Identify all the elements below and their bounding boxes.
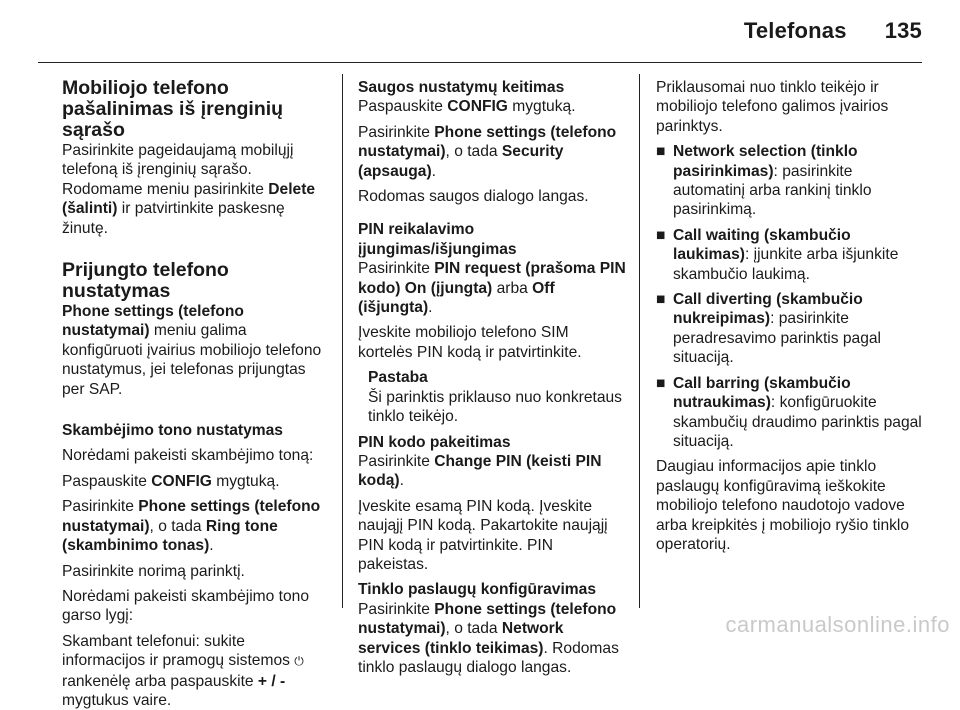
header-rule [38,62,922,63]
list-item: ■ Network selection (tinklo pasirinkimas): pasirinkite automatinį arba rankinį tinklo pasirinkimą. [656,143,872,219]
network-options-list [656,142,928,451]
paragraph: Įveskite esamą PIN kodą. Įveskite naująjį PIN kodą. Pakartokite naująjį PIN kodą ir patvirtinkite. PIN pakeistas. [358,497,608,573]
bullet-square-icon: ■ [656,291,666,309]
list-item: ■ Call diverting (skambučio nukreipimas): pasirinkite peradresavimo parinktis pagal situaciją. [656,291,882,367]
paragraph: Phone settings (telefono nustatymai) meniu galima konfigūruoti įvairius mobiliojo telefono nustatymus, jei telefonas prijungtas per SAP. [62,303,322,398]
page-title: Telefonas [743,18,847,43]
paragraph: Pasirinkite Change PIN (keisti PIN kodą). [358,452,602,490]
watermark: carmanualsonline.info [725,612,950,637]
paragraph: Pasirinkite Phone settings (telefono nustatymai), o tada Security (apsauga). [358,123,617,180]
paragraph: Rodomame meniu pasirinkite Delete (šalinti) ir patvirtinkite paskesnę žinutę. [62,180,316,237]
heading-change-pin: PIN kodo pakeitimas [358,433,511,451]
list-item: ■ Call waiting (skambučio laukimas): įjunkite arba išjunkite skambučio laukimą. [656,226,899,283]
column-1 [62,78,324,710]
paragraph: Pasirinkite norimą parinktį. [62,562,245,580]
column-2 [358,78,626,677]
column-3 [656,78,928,554]
paragraph: Įveskite mobiliojo telefono SIM kortelės PIN kodą ir patvirtinkite. [358,324,582,361]
paragraph: Skambant telefonui: sukite informacijos ir pramogų sistemos ⏻ rankenėlę arba paspauskite + / - mygtukus vaire. [62,632,304,709]
paragraph: Paspauskite CONFIG mygtuką. [62,472,280,490]
paragraph: Norėdami pakeisti skambėjimo toną: [62,447,314,465]
column-divider-1 [342,74,343,608]
bullet-square-icon: ■ [656,226,666,244]
paragraph: Pasirinkite PIN request (prašoma PIN kodo) On (įjungta) arba Off (išjungta). [358,260,626,317]
paragraph: Pasirinkite Phone settings (telefono nustatymai), o tada Network services (tinklo teikimas). Rodomas tinklo paslaugų dialogo langas. [358,600,619,676]
heading-connected-phone-settings: Prijungto telefono nustatymas [62,259,229,303]
page-number: 135 [884,18,922,43]
heading-security: Saugos nustatymų keitimas [358,79,565,96]
paragraph: Daugiau informacijos apie tinklo paslaugų konfigūravimą ieškokite mobiliojo telefono naudotojo vadove arba kreipkitės į mobiliojo ryšio tinklo operatorių. [656,458,910,553]
bullet-square-icon: ■ [656,143,666,161]
paragraph: Rodomas saugos dialogo langas. [358,188,589,206]
paragraph: Norėdami pakeisti skambėjimo tono garso lygį: [62,587,310,625]
list-item: ■ Call barring (skambučio nutraukimas): konfigūruokite skambučių draudimo parinktis pagal situaciją. [656,374,922,450]
heading-network-services: Tinklo paslaugų konfigūravimas [358,581,597,599]
note-box [368,368,626,426]
paragraph: Pasirinkite Phone settings (telefono nustatymai), o tada Ring tone (skambinimo tonas). [62,498,321,555]
note-title: Pastaba [368,369,428,387]
paragraph: Paspauskite CONFIG mygtuką. [358,98,576,116]
paragraph: Pasirinkite pageidaujamą mobilųjį telefoną iš įrenginių sąrašo. [62,142,294,179]
column-divider-2 [639,74,640,608]
page-header [744,18,922,44]
bullet-square-icon: ■ [656,374,666,392]
heading-remove-phone: Mobiliojo telefono pašalinimas iš įrenginių sąrašo [62,77,284,141]
power-knob-icon: ⏻ [294,654,304,669]
note-text: Ši parinktis priklauso nuo konkretaus tinklo teikėjo. [368,388,622,426]
paragraph: Priklausomai nuo tinklo teikėjo ir mobiliojo telefono galimos įvairios parinktys. [656,79,889,135]
heading-ringtone: Skambėjimo tono nustatymas [62,422,283,440]
heading-pin-request: PIN reikalavimo įjungimas/išjungimas [358,221,517,258]
